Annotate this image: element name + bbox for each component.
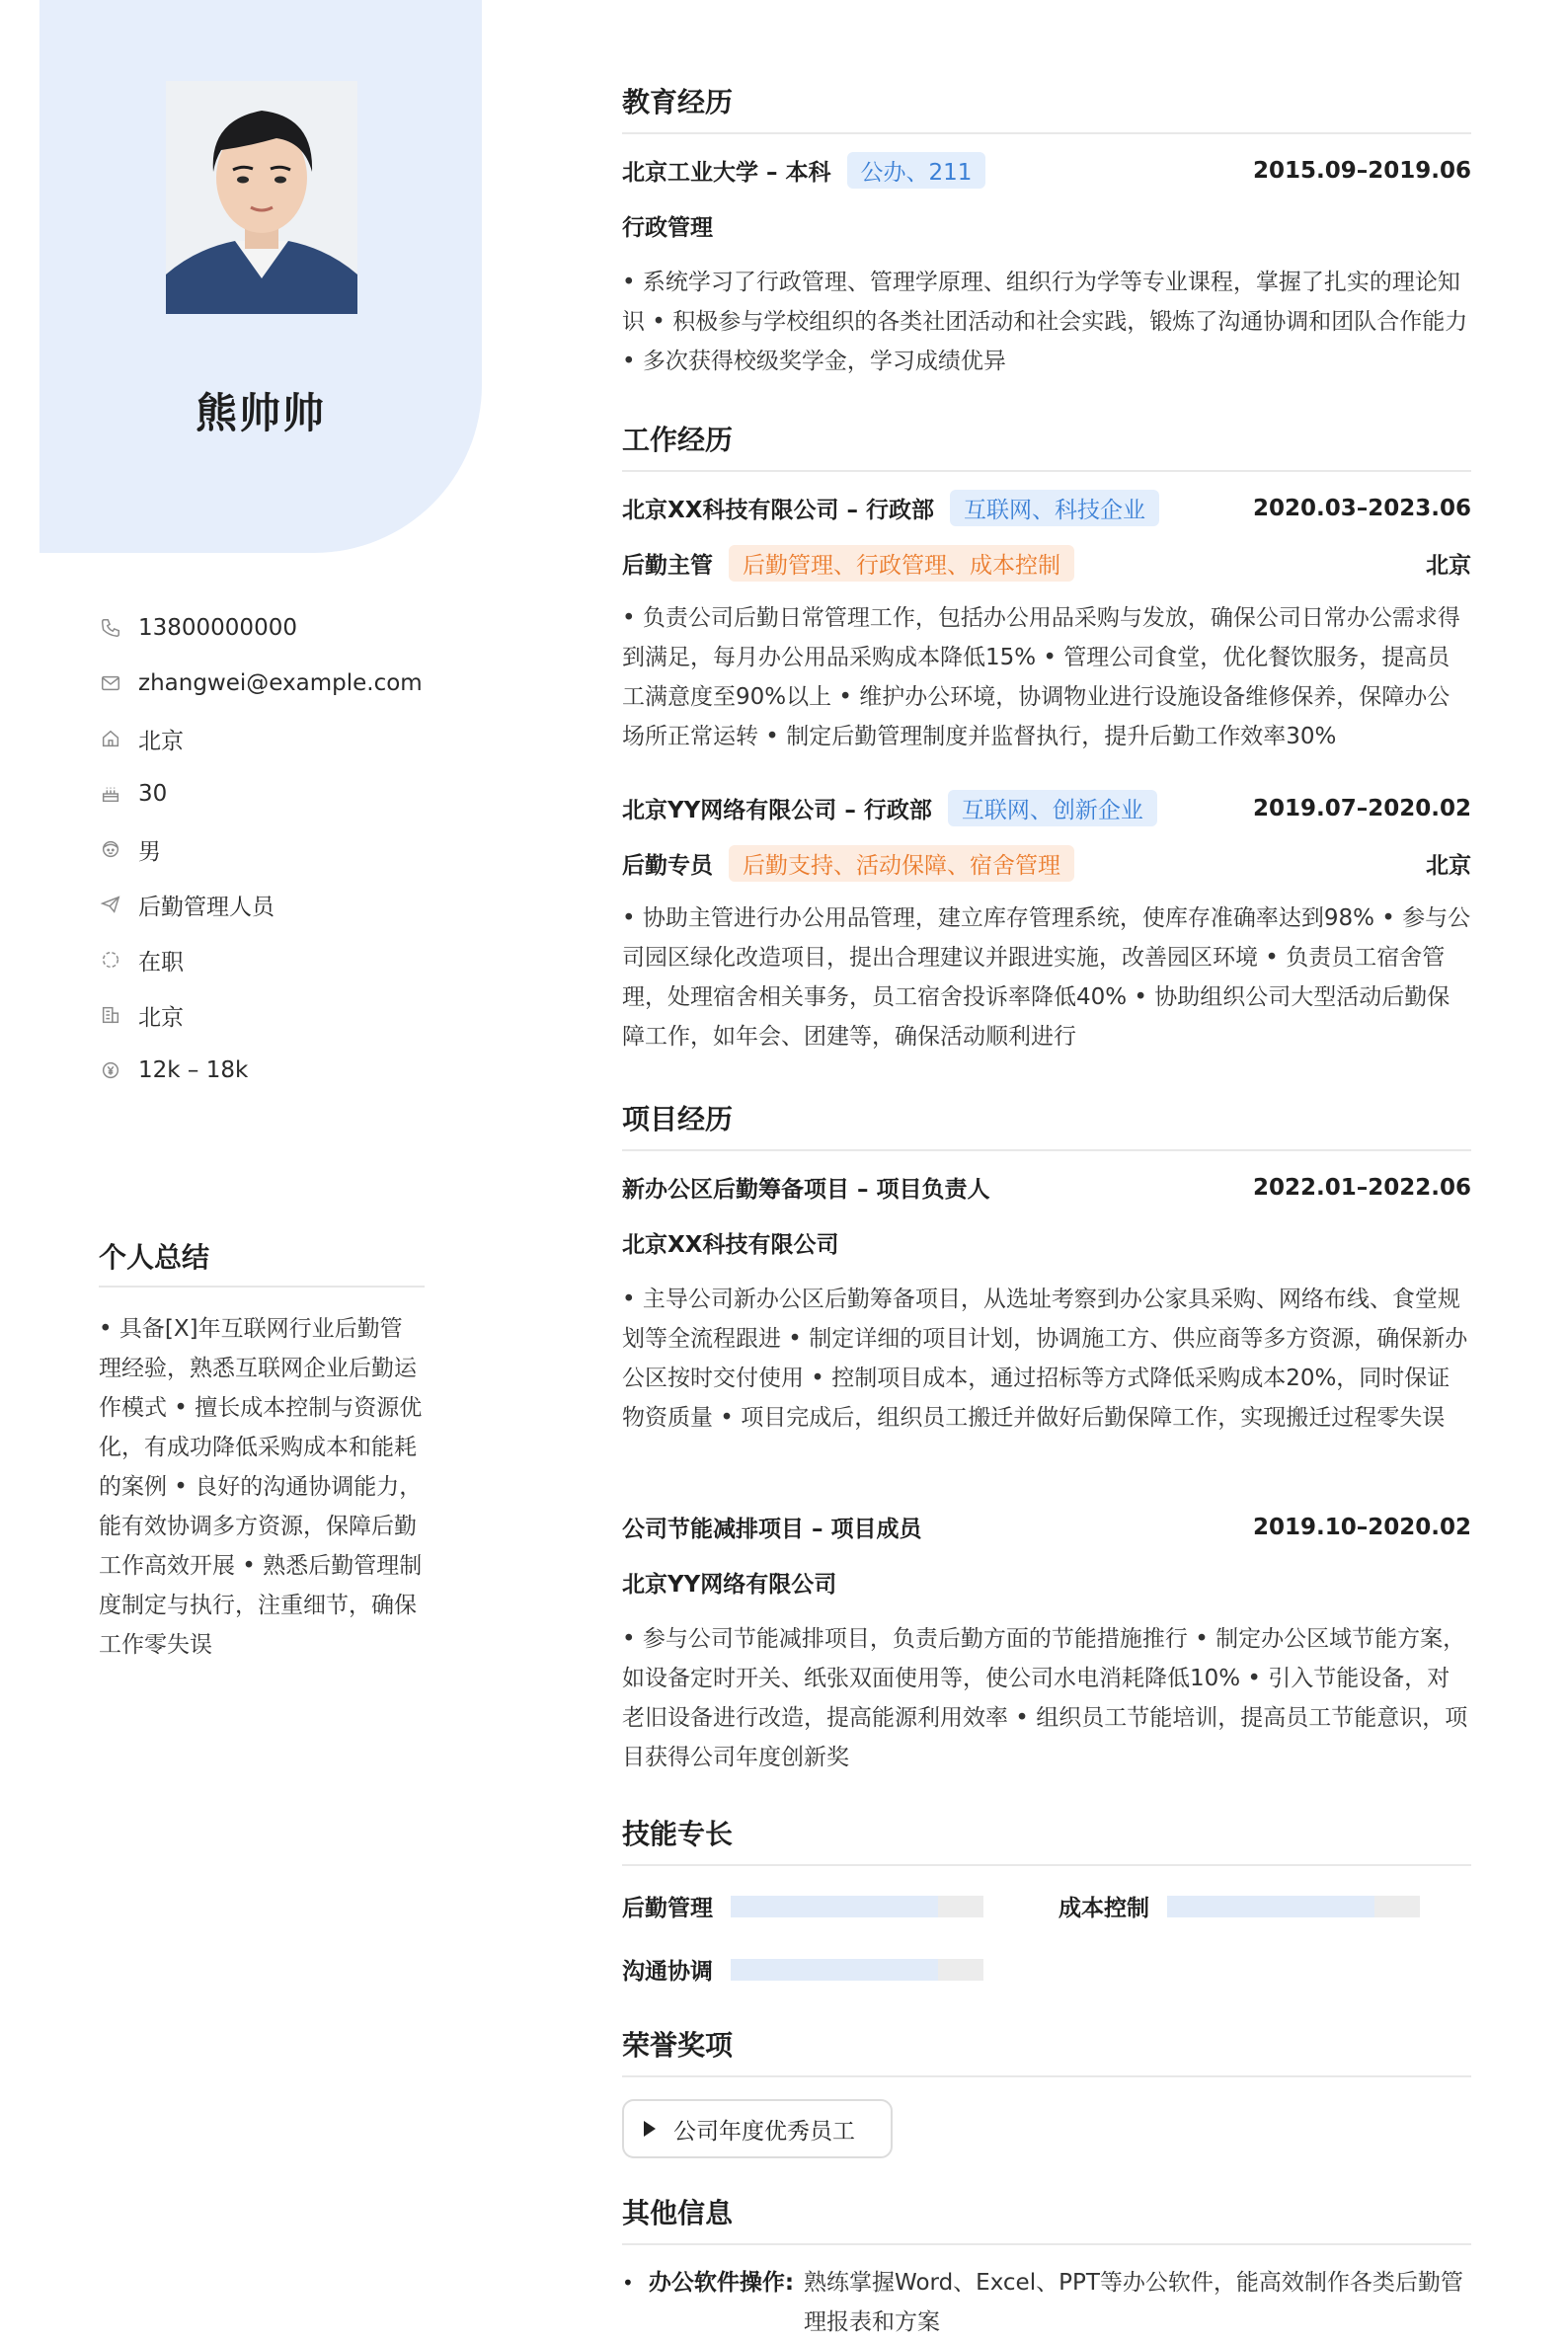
phone-icon: [99, 616, 122, 640]
project-header: [622, 1171, 1471, 1204]
contact-text: 13800000000: [138, 615, 297, 641]
job-city: 北京: [1426, 553, 1471, 579]
project-name: 新办公区后勤筹备项目 – 项目负责人: [622, 1177, 990, 1203]
project-date: 2022.01–2022.06: [1252, 1174, 1471, 1201]
contact-position: [99, 877, 454, 932]
skill-item: [622, 1953, 983, 1986]
skill-bar-fill: [731, 1896, 938, 1917]
work-description: • 负责公司后勤日常管理工作，包括办公用品采购与发放，确保公司日常办公需求得到满足，每月办公用品采购成本降低15% • 管理公司食堂，优化餐饮服务，提高员工满意度至90%以上 • 维护办公环境，协调物业进行设施设备维修保养，保障办公场所正常运转 • 制定后勤管理制度并监督执行，提升后勤工作效率30%: [622, 605, 1460, 749]
contact-list: [99, 600, 454, 1098]
avatar-portrait-icon: [166, 81, 357, 314]
company-name: 北京XX科技有限公司 – 行政部: [622, 498, 934, 523]
project-description: • 参与公司节能减排项目，负责后勤方面的节能措施推行 • 制定办公区域节能方案，如设备定时开关、纸张双面使用等，使公司水电消耗降低10% • 引入节能设备，对老旧设备进行改造，提高能源利用效率 • 组织员工节能培训，提高员工节能意识，项目获得公司年度创新奖: [622, 1626, 1468, 1770]
contact-status: [99, 932, 454, 987]
person-name: 熊帅帅: [195, 389, 326, 437]
contact-text: 在职: [138, 949, 184, 976]
other-info-item: [622, 2263, 1471, 2342]
company-name: 北京YY网络有限公司 – 行政部: [622, 798, 932, 823]
project-company-row: [622, 1566, 1471, 1599]
contact-email: [99, 656, 454, 711]
contact-text: 北京: [138, 1004, 184, 1031]
send-icon: [99, 893, 122, 916]
project-header: [622, 1511, 1471, 1543]
project-company: 北京XX科技有限公司: [622, 1232, 839, 1258]
contact-text: 北京: [138, 728, 184, 754]
skill-name: 后勤管理: [622, 1896, 713, 1921]
job-city: 北京: [1426, 853, 1471, 879]
contact-phone: [99, 600, 454, 656]
school-tag: 公办、211: [847, 152, 986, 189]
yen-icon: [99, 1058, 122, 1082]
skill-item: [622, 1890, 983, 1922]
education-major: 行政管理: [622, 215, 713, 241]
skill-item: [1058, 1890, 1420, 1922]
work-header: [622, 490, 1471, 526]
cake-icon: [99, 782, 122, 806]
contact-gender: [99, 821, 454, 877]
status-icon: [99, 948, 122, 972]
work-description: • 协助主管进行办公用品管理，建立库存管理系统，使库存准确率达到98% • 参与公司园区绿化改造项目，提出合理建议并跟进实施，改善园区环境 • 负责员工宿舍管理，处理宿舍相关事务，员工宿舍投诉率降低40% • 协助组织公司大型活动后勤保障工作，如年会、团建等，确保活动顺利进行: [622, 905, 1471, 1050]
avatar: [166, 81, 357, 314]
contact-text: 男: [138, 838, 161, 865]
section-title-education: 教育经历: [622, 81, 1471, 134]
work-date: 2019.07–2020.02: [1252, 795, 1471, 821]
project-description: • 主导公司新办公区后勤筹备项目，从选址考察到办公家具采购、网络布线、食堂规划等全流程跟进 • 制定详细的项目计划，协调施工方、供应商等多方资源，确保新办公区按时交付使用 • 控制项目成本，通过招标等方式降低采购成本20%，同时保证物资质量 • 项目完成后，组织员工搬迁并做好后勤保障工作，实现搬迁过程零失误: [622, 1287, 1468, 1431]
award-label: 公司年度优秀员工: [673, 2118, 855, 2145]
work-role-row: [622, 845, 1471, 882]
building-icon: [99, 1003, 122, 1027]
skill-bar-fill: [1167, 1896, 1374, 1917]
section-title-skills: 技能专长: [622, 1813, 1471, 1866]
education-date: 2015.09–2019.06: [1252, 157, 1471, 184]
other-info-key: 办公软件操作:: [648, 2270, 795, 2296]
work-header: [622, 790, 1471, 826]
skill-name: 沟通协调: [622, 1959, 713, 1985]
section-title-other: 其他信息: [622, 2192, 1471, 2245]
summary-text: • 具备[X]年互联网行业后勤管理经验，熟悉互联网企业后勤运作模式 • 擅长成本控制与资源优化，有成功降低采购成本和能耗的案例 • 良好的沟通协调能力，能有效协调多方资源，保障后勤工作高效开展 • 熟悉后勤管理制度制定与执行，注重细节，确保工作零失误: [99, 1316, 423, 1658]
job-skills-tag: 后勤管理、行政管理、成本控制: [729, 545, 1074, 582]
work-date: 2020.03–2023.06: [1252, 495, 1471, 521]
skill-bar-fill: [731, 1959, 938, 1981]
project-company: 北京YY网络有限公司: [622, 1572, 837, 1598]
skill-name: 成本控制: [1058, 1896, 1149, 1921]
section-title-awards: 荣誉奖项: [622, 2024, 1471, 2077]
job-skills-tag: 后勤支持、活动保障、宿舍管理: [729, 845, 1074, 882]
contact-age: [99, 766, 454, 821]
project-name: 公司节能减排项目 – 项目成员: [622, 1517, 922, 1542]
contact-text: zhangwei@example.com: [138, 670, 423, 696]
company-tag: 互联网、创新企业: [948, 790, 1157, 826]
project-company-row: [622, 1226, 1471, 1259]
contact-text: 后勤管理人员: [138, 894, 274, 920]
play-icon: [644, 2121, 656, 2137]
person-icon: [99, 837, 122, 861]
section-title-work: 工作经历: [622, 419, 1471, 472]
other-info-value: 熟练掌握Word、Excel、PPT等办公软件，能高效制作各类后勤管理报表和方案: [804, 2270, 1463, 2335]
company-tag: 互联网、科技企业: [950, 490, 1159, 526]
project-date: 2019.10–2020.02: [1252, 1514, 1471, 1540]
education-description: • 系统学习了行政管理、管理学原理、组织行为学等专业课程，掌握了扎实的理论知识 • 积极参与学校组织的各类社团活动和社会实践，锻炼了沟通协调和团队合作能力 • 多次获得校级奖学金，学习成绩优异: [622, 270, 1468, 374]
contact-salary: [99, 1043, 454, 1098]
contact-location: [99, 711, 454, 766]
education-header: [622, 152, 1471, 189]
job-role: 后勤专员: [622, 853, 713, 879]
skill-bar: [1167, 1896, 1420, 1917]
skill-bar: [731, 1959, 983, 1981]
mail-icon: [99, 671, 122, 695]
work-role-row: [622, 545, 1471, 582]
job-role: 后勤主管: [622, 553, 713, 579]
summary-title: 个人总结: [99, 1236, 425, 1288]
section-title-projects: 项目经历: [622, 1098, 1471, 1151]
bullet-icon: •: [622, 2271, 634, 2295]
skill-bar: [731, 1896, 983, 1917]
home-icon: [99, 727, 122, 750]
contact-city: [99, 987, 454, 1043]
education-major-row: [622, 209, 1471, 242]
award-item[interactable]: [622, 2099, 893, 2158]
contact-text: 30: [138, 781, 168, 807]
school-name: 北京工业大学 – 本科: [622, 160, 831, 186]
contact-text: 12k – 18k: [138, 1057, 249, 1083]
